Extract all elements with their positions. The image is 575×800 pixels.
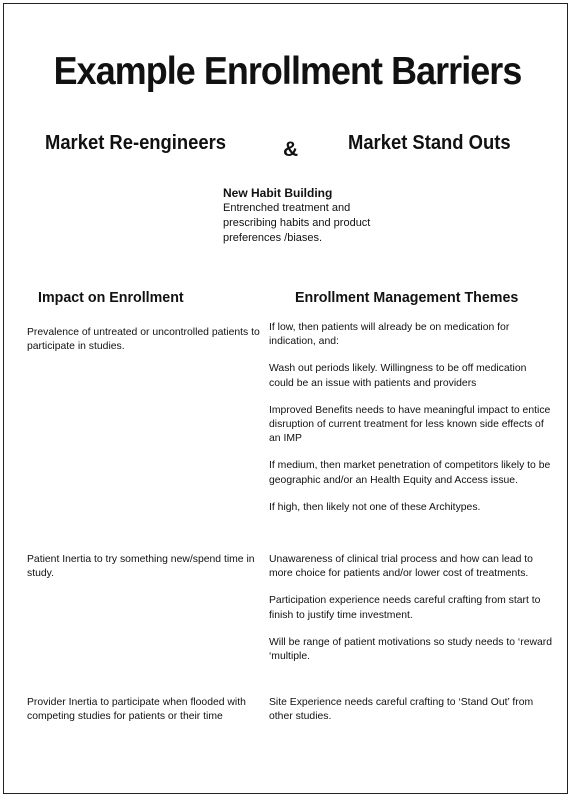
theme-item: Participation experience needs careful crafting from start to finish to justify time investment.: [269, 595, 541, 621]
impact-cell-2: Patient Inertia to try something new/spend time in study.: [27, 554, 255, 580]
habit-block: [223, 186, 403, 246]
themes-cell-1: [269, 321, 554, 528]
page-title: Example Enrollment Barriers: [53, 50, 522, 93]
impact-cell-3: Provider Inertia to participate when flooded with competing studies for patients or their time: [27, 697, 246, 723]
theme-item: If low, then patients will already be on medication for indication, and:: [269, 322, 510, 348]
theme-item: Improved Benefits needs to have meaningful impact to entice disruption of current treatment for less known side effects of an IMP: [269, 404, 551, 445]
theme-item: Wash out periods likely. Willingness to be off medication could be an issue with patients and providers: [269, 363, 527, 389]
impact-cell-1: Prevalence of untreated or uncontrolled patients to participate in studies.: [27, 327, 260, 353]
theme-item: Unawareness of clinical trial process and how can lead to more choice for patients and/or lower cost of treatments.: [269, 554, 533, 580]
themes-cell-3: [269, 696, 554, 737]
theme-item: If medium, then market penetration of competitors likely to be geographic and/or an Health Equity and Access issue.: [269, 460, 551, 486]
theme-item: Site Experience needs careful crafting to ‘Stand Out’ from other studies.: [269, 697, 534, 723]
habit-text: Entrenched treatment and prescribing habits and product preferences /biases.: [223, 202, 371, 244]
theme-item: If high, then likely not one of these Architypes.: [269, 501, 481, 513]
theme-item: Will be range of patient motivations so study needs to ‘reward ‘multiple.: [269, 636, 553, 663]
ampersand: &: [283, 138, 299, 161]
habit-title: New Habit Building: [223, 186, 333, 200]
themes-cell-2: [269, 553, 554, 677]
subtitle-market-re-engineers: Market Re-engineers: [45, 132, 227, 154]
impact-column-header: Impact on Enrollment: [38, 289, 184, 306]
themes-column-header: Enrollment Management Themes: [295, 289, 519, 306]
subtitle-market-stand-outs: Market Stand Outs: [348, 132, 511, 154]
